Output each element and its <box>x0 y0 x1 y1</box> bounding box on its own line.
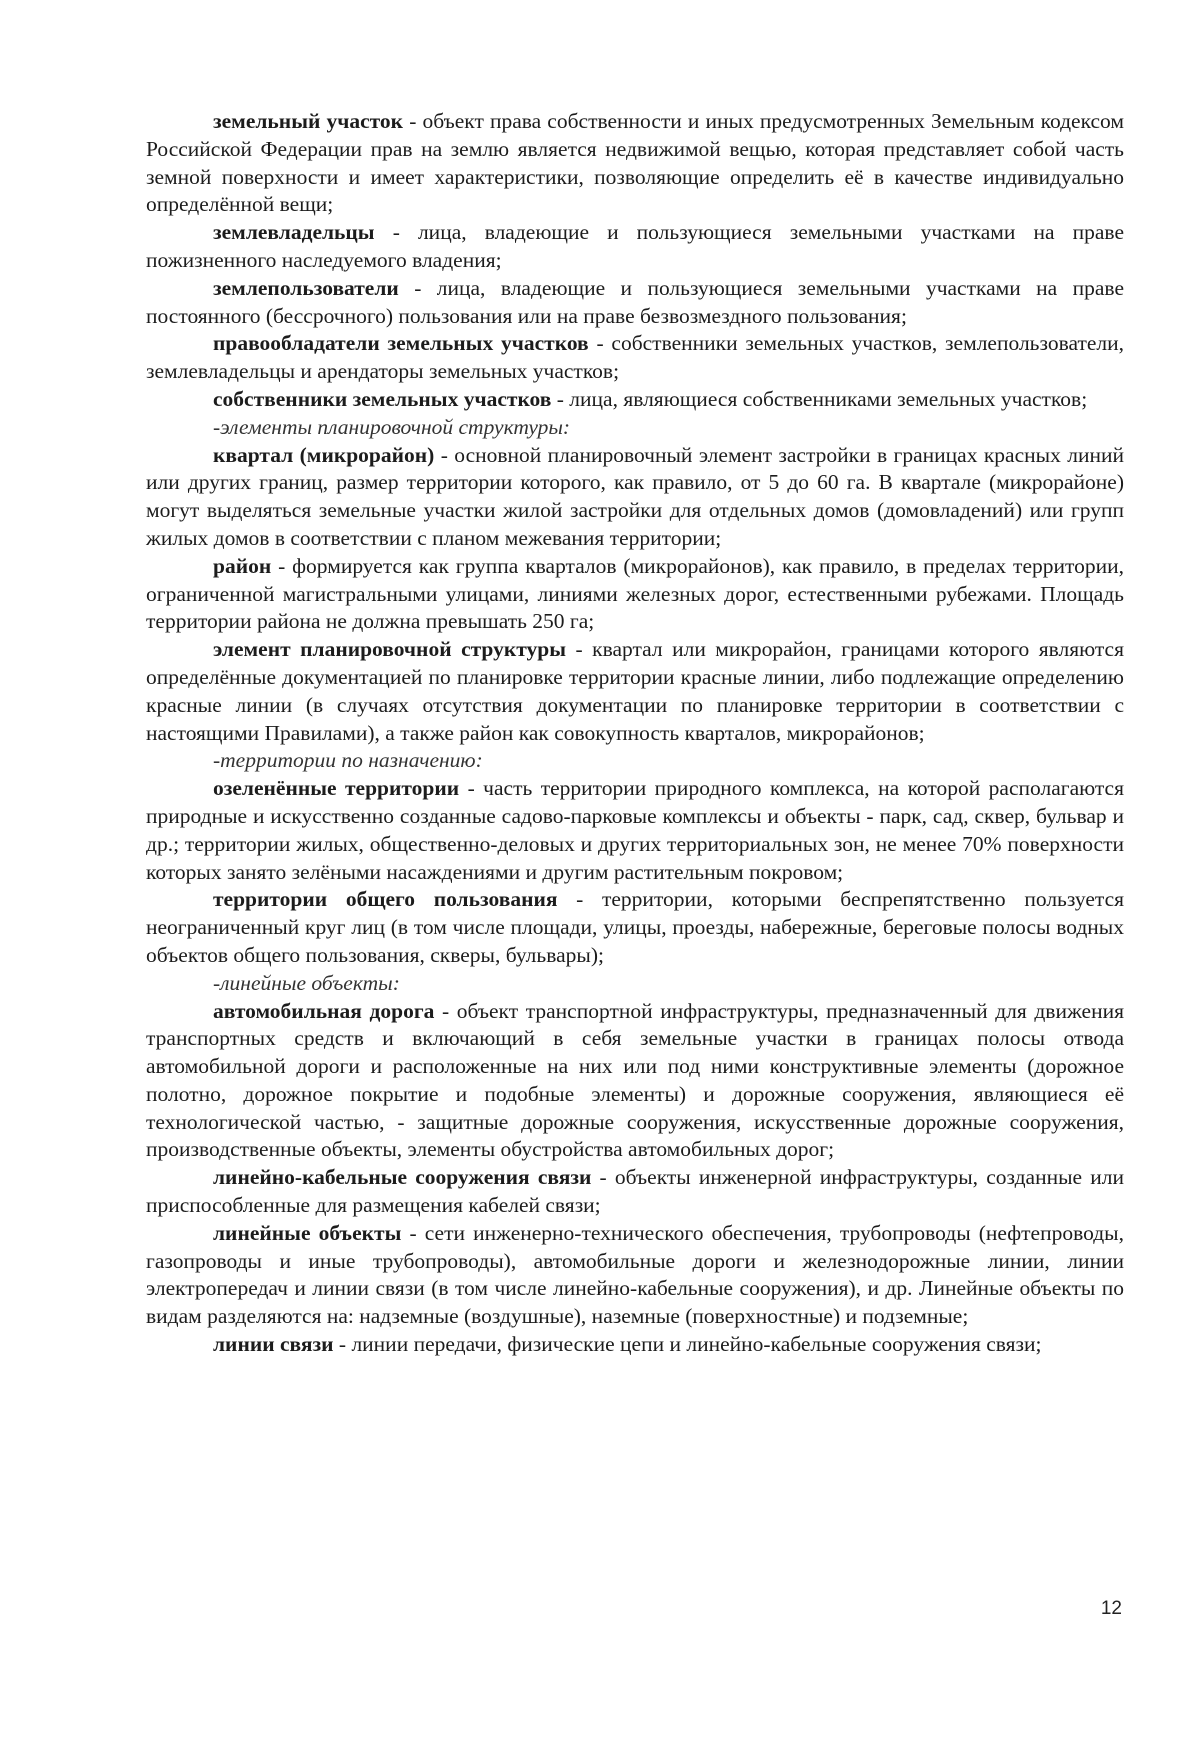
definition-text: - собственники земельных участков, землепользователи, землевладельцы и арендаторы земельных участков; <box>146 331 1125 384</box>
term: землепользователи <box>213 275 399 300</box>
definition-text: - объект права собственности и иных предусмотренных Земельным кодексом Российской Федерации прав на землю является недвижимой вещью, которая представляет собой часть земной поверхности и имеет характеристики, позволяющие определить её в качестве индивидуально определённой вещи; <box>146 109 1125 217</box>
definition-obshchego-polzovaniya <box>146 886 1124 969</box>
definition-text: - лица, являющиеся собственниками земельных участков; <box>551 386 1088 411</box>
section-heading-linear-objects: -линейные объекты: <box>213 970 400 995</box>
term: линии связи <box>213 1332 334 1357</box>
term: землевладельцы <box>213 220 375 245</box>
definition-zemlepolzovateli <box>146 275 1124 331</box>
definition-text: - территории, которыми беспрепятственно пользуется неограниченный круг лиц (в том числе площади, улицы, проезды, набережные, береговые полосы водных объектов общего пользования, скверы, бульвары); <box>146 887 1125 967</box>
definition-rayon <box>146 553 1124 636</box>
definition-text: - часть территории природного комплекса, на которой располагаются природные и искусственно созданные садово-парковые комплексы и объекты - парк, сад, сквер, бульвар и др.; территории жилых, общественно-деловых и других территориальных зон, не менее 70% поверхности которых занято зелёными насаждениями и другим растительным покровом; <box>146 776 1124 884</box>
term: земельный участок <box>213 109 404 133</box>
definition-avtomobilnaya-doroga <box>146 998 1124 1165</box>
definition-lineynye-obekty <box>146 1220 1124 1331</box>
definition-zemlevladeltsy <box>146 219 1124 275</box>
definition-linii-svyazi <box>146 1331 1124 1359</box>
definition-text: - квартал или микрорайон, границами которого являются определённые документацией по планировке территории красные линии, либо подлежащие определению красные линии (в случаях отсутствия документации по планировке территории в соответствии с настоящими Правилами), а также район как совокупность кварталов, микрорайонов; <box>146 637 1124 745</box>
definition-element-structure <box>146 636 1124 747</box>
definition-sobstvenniki <box>146 386 1124 414</box>
definition-pravoobladateli <box>146 330 1124 386</box>
definition-text: - сети инженерно-технического обеспечения, трубопроводы (нефтепроводы, газопроводы и иные трубопроводы), автомобильные дороги и железнодорожные линии, линии электропередач и линии связи (в том числе линейно-кабельные сооружения), и др. Линейные объекты по видам разделяются на: надземные (воздушные), наземные (поверхностные) и подземные; <box>146 1220 1124 1329</box>
definition-text: - лица, владеющие и пользующиеся земельными участками на праве постоянного (бессрочного) пользования или на праве безвозмездного пользования; <box>146 275 1124 328</box>
definition-text: - объекты инженерной инфраструктуры, созданные или приспособленные для размещения кабелей связи; <box>146 1165 1124 1218</box>
page-number: 12 <box>1100 1598 1122 1619</box>
definition-lineyno-kabelnye <box>146 1164 1124 1220</box>
definition-text: - линии передачи, физические цепи и линейно-кабельные сооружения связи; <box>333 1332 1042 1357</box>
term: линейные объекты <box>213 1220 402 1245</box>
term: автомобильная дорога <box>213 998 435 1023</box>
definition-text: - формируется как группа кварталов (микрорайонов), как правило, в пределах территории, ограниченной магистральными улицами, линиями железных дорог, естественными рубежами. Площадь территории района не должна превышать 250 га; <box>146 553 1124 634</box>
definition-text: - основной планировочный элемент застройки в границах красных линий или других границ, размер территории которого, как правило, от 5 до 60 га. В квартале (микрорайоне) могут выделяться земельные участки жилой застройки для отдельных домов (домовладений) или групп жилых домов в соответствии с планом межевания территории; <box>146 442 1124 550</box>
section-heading-planning-structure: -элементы планировочной структуры: <box>213 414 571 439</box>
document-page <box>146 108 1124 1359</box>
term: правообладатели земельных участков <box>213 331 589 356</box>
term: территории общего пользования <box>213 887 558 912</box>
definition-text: - объект транспортной инфраструктуры, предназначенный для движения транспортных средств и включающий в себя земельные участки в границах полосы отвода автомобильной дороги и расположенные на них или под ними конструктивные элементы (дорожное полотно, дорожное покрытие и подобные элементы) и дорожные сооружения, являющиеся её технологической частью, - защитные дорожные сооружения, искусственные дорожные сооружения, производственные объекты, элементы обустройства автомобильных дорог; <box>146 998 1124 1162</box>
term: квартал (микрорайон) <box>213 442 435 467</box>
term: озеленённые территории <box>213 776 460 801</box>
definition-text: - лица, владеющие и пользующиеся земельными участками на праве пожизненного наследуемого владения; <box>146 220 1124 272</box>
term: элемент планировочной структуры <box>213 637 567 662</box>
term: линейно-кабельные сооружения связи <box>213 1165 592 1190</box>
term: район <box>213 553 272 578</box>
term: собственники земельных участков <box>213 386 552 411</box>
section-heading-territories: -территории по назначению: <box>213 748 483 773</box>
definition-zemelny-uchastok <box>146 108 1124 219</box>
definition-ozelenennye <box>146 775 1124 886</box>
definition-kvartal <box>146 442 1124 553</box>
